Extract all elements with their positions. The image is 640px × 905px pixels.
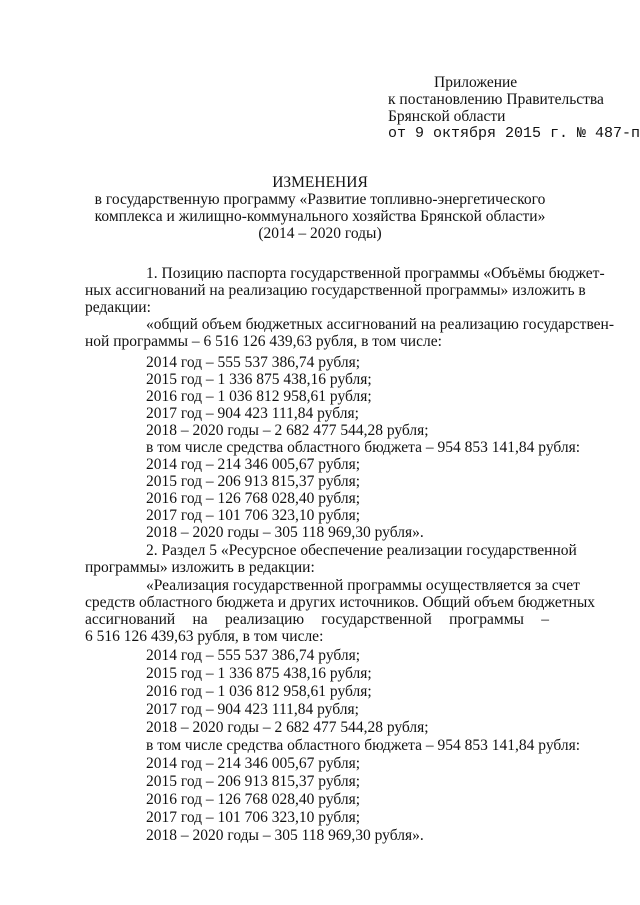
s1-quote-line-1: «общий объем бюджетных ассигнований на реализацию государствен-: [146, 316, 615, 333]
appendix-label: Приложение: [434, 74, 518, 91]
s2-regional-year-item: 2015 год – 206 913 815,37 рубля;: [146, 773, 361, 790]
region-label: Брянской области: [388, 108, 506, 125]
s2-paragraph-line-2: программы» изложить в редакции:: [85, 559, 315, 576]
s2-year-item: 2016 год – 1 036 812 958,61 рубля;: [146, 683, 372, 700]
s2-quote-line-1: «Реализация государственной программы осуществляется за счет: [146, 577, 580, 594]
s2-quote-word: ассигнований: [85, 611, 176, 628]
s2-year-item: 2017 год – 904 423 111,84 рубля;: [146, 701, 359, 718]
s2-quote-line-2: средств областного бюджета и других источников. Общий объем бюджетных: [85, 594, 596, 611]
s1-year-item: 2015 год – 1 336 875 438,16 рубля;: [146, 371, 372, 388]
s1-regional-year-item: 2018 – 2020 годы – 305 118 969,30 рубля».: [146, 524, 424, 541]
s2-regional-total: в том числе средства областного бюджета – 954 853 141,84 рубля:: [146, 737, 581, 754]
s2-quote-word: на: [192, 611, 208, 628]
s2-paragraph-line-1: 2. Раздел 5 «Ресурсное обеспечение реализации государственной: [146, 542, 577, 559]
s1-year-item: 2014 год – 555 537 386,74 рубля;: [146, 354, 361, 371]
s1-regional-year-item: 2015 год – 206 913 815,37 рубля;: [146, 473, 361, 490]
s2-quote-line-4: 6 516 126 439,63 рубля, в том числе:: [85, 628, 324, 645]
s1-regional-year-item: 2016 год – 126 768 028,40 рубля;: [146, 490, 361, 507]
title-line-2: комплекса и жилищно-коммунального хозяйства Брянской области»: [94, 208, 546, 225]
s2-quote-word: реализацию: [225, 611, 305, 628]
s2-quote-word: –: [541, 611, 549, 628]
title-line-3: (2014 – 2020 годы): [258, 225, 382, 242]
s2-quote-word: государственной: [321, 611, 432, 628]
date-number-stamp: от 9 октября 2015 г. № 487-п: [388, 125, 640, 142]
s2-quote-word: программы: [449, 611, 524, 628]
title-line-1: в государственную программу «Развитие топливно-энергетического: [94, 191, 546, 208]
s1-regional-year-item: 2017 год – 101 706 323,10 рубля;: [146, 507, 361, 524]
s1-paragraph-line-2: ных ассигнований на реализацию государственной программы» изложить в: [85, 282, 586, 299]
resolution-label: к постановлению Правительства: [388, 91, 604, 108]
s2-year-item: 2018 – 2020 годы – 2 682 477 544,28 рубля;: [146, 719, 429, 736]
s2-regional-year-item: 2016 год – 126 768 028,40 рубля;: [146, 791, 361, 808]
s1-year-item: 2016 год – 1 036 812 958,61 рубля;: [146, 388, 372, 405]
s2-regional-year-item: 2014 год – 214 346 005,67 рубля;: [146, 755, 361, 772]
document-heading: ИЗМЕНЕНИЯ: [272, 174, 368, 191]
s1-paragraph-line-3: редакции:: [85, 299, 151, 316]
s1-year-item: 2018 – 2020 годы – 2 682 477 544,28 рубля;: [146, 422, 429, 439]
s2-regional-year-item: 2018 – 2020 годы – 305 118 969,30 рубля».: [146, 827, 424, 844]
s2-year-item: 2014 год – 555 537 386,74 рубля;: [146, 647, 361, 664]
s2-regional-year-item: 2017 год – 101 706 323,10 рубля;: [146, 809, 361, 826]
s2-year-item: 2015 год – 1 336 875 438,16 рубля;: [146, 665, 372, 682]
s1-year-item: 2017 год – 904 423 111,84 рубля;: [146, 405, 359, 422]
s1-regional-total: в том числе средства областного бюджета – 954 853 141,84 рубля:: [146, 439, 581, 456]
s2-quote-line-3: [85, 611, 549, 628]
s1-regional-year-item: 2014 год – 214 346 005,67 рубля;: [146, 456, 361, 473]
s1-paragraph-line-1: 1. Позицию паспорта государственной программы «Объёмы бюджет-: [146, 265, 605, 282]
s1-quote-line-2: ной программы – 6 516 126 439,63 рубля, в том числе:: [85, 333, 442, 350]
